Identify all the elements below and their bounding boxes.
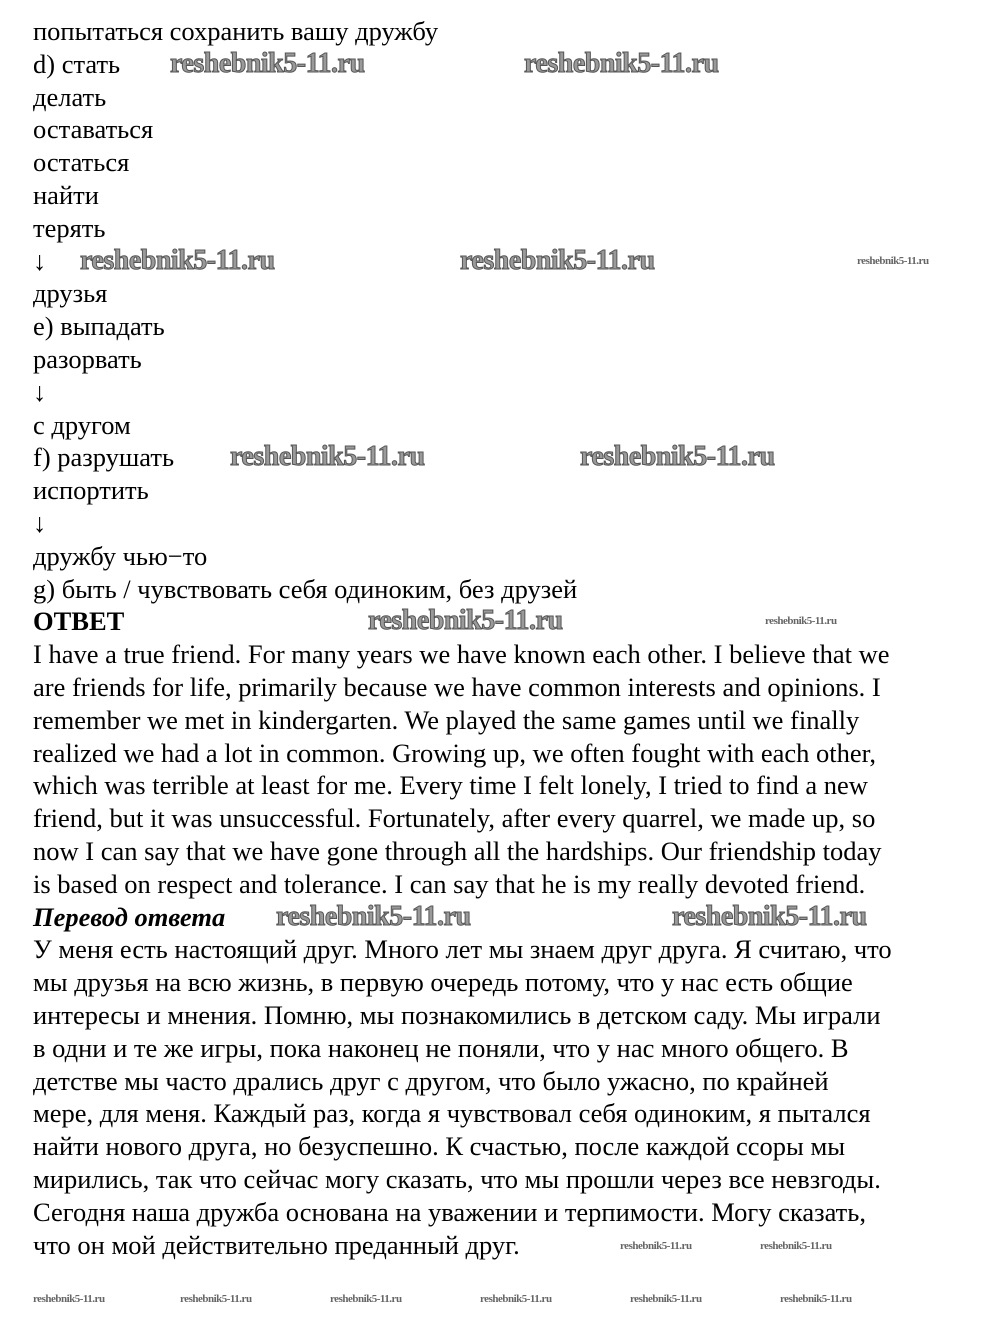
vocab-line: попытаться сохранить вашу дружбу <box>33 16 439 46</box>
translation-line: найти нового друга, но безуспешно. К счастью, после каждой ссоры мы <box>33 1131 846 1162</box>
answer-line: friend, but it was unsuccessful. Fortunately, after every quarrel, we made up, so <box>33 803 876 834</box>
watermark-small: reshebnik5-11.ru <box>765 615 837 628</box>
translation-line: Сегодня наша дружба основана на уважении и терпимости. Могу сказать, <box>33 1196 866 1227</box>
vocab-line: оставаться <box>33 114 154 145</box>
vocab-line: делать <box>33 81 107 112</box>
watermark-small: reshebnik5-11.ru <box>180 1293 252 1305</box>
vocab-line: дружбу чью−то <box>33 540 208 571</box>
arrow-down-icon: ↓ <box>33 245 47 276</box>
watermark: reshebnik5-11.ru <box>230 441 425 473</box>
vocab-line: f) разрушать <box>33 442 175 473</box>
vocab-line: разорвать <box>33 344 142 374</box>
translation-line: детстве мы часто дрались друг с другом, что было ужасно, по крайней <box>33 1065 829 1096</box>
watermark-small: reshebnik5-11.ru <box>857 254 929 267</box>
arrow-down-icon: ↓ <box>33 508 47 538</box>
vocab-line: друзья <box>33 278 108 309</box>
watermark: reshebnik5-11.ru <box>580 441 775 473</box>
translation-line: мере, для меня. Каждый раз, когда я чувствовал себя одиноким, я пытался <box>33 1098 871 1129</box>
vocab-line: e) выпадать <box>33 311 165 342</box>
watermark-small: reshebnik5-11.ru <box>480 1293 552 1305</box>
watermark: reshebnik5-11.ru <box>80 244 275 276</box>
answer-line: are friends for life, primarily because we have common interests and opinions. I <box>33 672 881 702</box>
translation-line: в одни и те же игры, пока наконец не поняли, что у нас много общего. В <box>33 1032 849 1063</box>
watermark-small: reshebnik5-11.ru <box>620 1239 692 1252</box>
translation-line: мирились, так что сейчас могу сказать, что мы прошли через все невзгоды. <box>33 1164 881 1194</box>
watermark: reshebnik5-11.ru <box>170 47 365 79</box>
watermark: reshebnik5-11.ru <box>524 47 719 79</box>
watermark-small: reshebnik5-11.ru <box>630 1293 702 1305</box>
watermark-small: reshebnik5-11.ru <box>780 1293 852 1305</box>
answer-heading: ОТВЕТ <box>33 606 125 637</box>
watermark: reshebnik5-11.ru <box>368 605 563 637</box>
vocab-line: испортить <box>33 475 149 506</box>
translation-line: интересы и мнения. Помню, мы познакомились в детском саду. Мы играли <box>33 1000 881 1030</box>
answer-line: is based on respect and tolerance. I can say that he is my really devoted friend. <box>33 868 866 899</box>
vocab-line: терять <box>33 212 106 243</box>
arrow-down-icon: ↓ <box>33 376 47 407</box>
answer-line: realized we had a lot in common. Growing up, we often fought with each other, <box>33 737 877 768</box>
vocab-line: найти <box>33 180 99 210</box>
answer-line: remember we met in kindergarten. We played the same games until we finally <box>33 704 860 735</box>
watermark-small: reshebnik5-11.ru <box>760 1239 832 1252</box>
watermark-small: reshebnik5-11.ru <box>330 1293 402 1305</box>
vocab-line: g) быть / чувствовать себя одиноким, без друзей <box>33 573 578 604</box>
vocab-line: d) стать <box>33 48 121 79</box>
vocab-line: с другом <box>33 409 131 440</box>
answer-line: now I can say that we have gone through all the hardships. Our friendship today <box>33 836 882 866</box>
translation-line: У меня есть настоящий друг. Много лет мы знаем друг друга. Я считаю, что <box>33 934 892 965</box>
translation-line: что он мой действительно преданный друг. <box>33 1229 520 1260</box>
answer-line: I have a true friend. For many years we have known each other. I believe that we <box>33 639 890 670</box>
watermark: reshebnik5-11.ru <box>276 900 471 932</box>
watermark-small: reshebnik5-11.ru <box>33 1293 105 1305</box>
translation-heading: Перевод ответа <box>33 901 226 932</box>
translation-line: мы друзья на всю жизнь, в первую очередь потому, что у нас есть общие <box>33 967 853 998</box>
watermark: reshebnik5-11.ru <box>672 900 867 932</box>
watermark: reshebnik5-11.ru <box>460 244 655 276</box>
vocab-line: остаться <box>33 147 130 178</box>
answer-line: which was terrible at least for me. Every time I felt lonely, I tried to find a new <box>33 770 868 801</box>
